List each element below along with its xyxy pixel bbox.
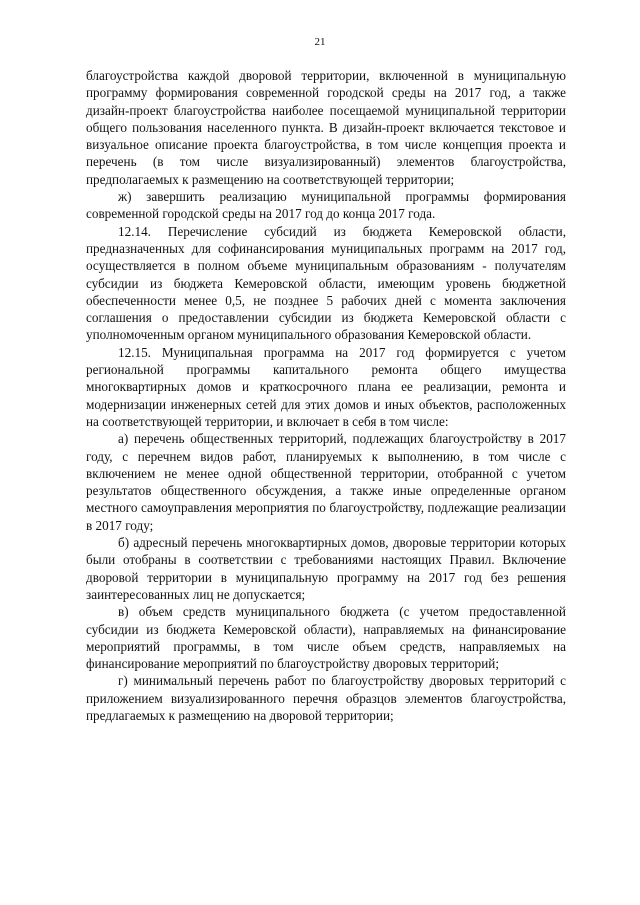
paragraph-12-15: 12.15. Муниципальная программа на 2017 год формируется с учетом региональной программы капитального ремонта общего имущества многоквартирных домов и краткосрочного плана ее реализации, ремонта и модернизации инженерных сетей для этих домов и иных объектов, расположенных на соответствующей территории, и включает в себя в том числе:: [86, 344, 566, 429]
body-text: [86, 67, 566, 724]
paragraph-item-a: а) перечень общественных территорий, подлежащих благоустройству в 2017 году, с перечнем видов работ, планируемых к выполнению, в том числе с включением не менее одной общественной территории, отобранной с учетом результатов общественного обсуждения, а также иные определенные органом местного самоуправления мероприятия по благоустройству, подлежащие реализации в 2017 году;: [86, 431, 566, 533]
paragraph-item-b: б) адресный перечень многоквартирных домов, дворовые территории которых были отобраны в соответствии с требованиями настоящих Правил. Включение дворовой территории в муниципальную программу на 2017 год без решения заинтересованных лиц не допускается;: [86, 535, 566, 602]
page-number: 21: [314, 36, 326, 48]
paragraph-item-zh: ж) завершить реализацию муниципальной программы формирования современной городской среды на 2017 год до конца 2017 года.: [86, 189, 566, 222]
paragraph-12-14: 12.14. Перечисление субсидий из бюджета Кемеровской области, предназначенных для софинансирования муниципальных программ на 2017 год, осуществляется в полном объеме муниципальным образованиям - получателям субсидии из бюджета Кемеровской области, имеющим уровень бюджетной обеспеченности менее 0,5, не позднее 5 рабочих дней с момента заключения соглашения о предоставлении субсидии из бюджета Кемеровской области с уполномоченным органом муниципального образования Кемеровской области.: [86, 223, 566, 343]
paragraph-item-g: г) минимальный перечень работ по благоустройству дворовых территорий с приложением визуализированного перечня образцов элементов благоустройства, предлагаемых к размещению на дворовой территории;: [86, 673, 566, 723]
paragraph-item-v: в) объем средств муниципального бюджета (с учетом предоставленной субсидии из бюджета Кемеровской области), направляемых на финансирование мероприятий программы, в том числе объем средств, направляемых на финансирование мероприятий по благоустройству дворовых территорий;: [86, 604, 566, 672]
paragraph-continuation: благоустройства каждой дворовой территории, включенной в муниципальную программу формирования современной городской среды на 2017 год, а также дизайн-проект благоустройства наиболее посещаемой муниципальной территории общего пользования населенного пункта. В дизайн-проект включается текстовое и визуальное описание проекта благоустройства, в том числе концепция проекта и перечень (в том числе визуализированный) элементов благоустройства, предполагаемых к размещению на соответствующей территории;: [86, 68, 566, 187]
